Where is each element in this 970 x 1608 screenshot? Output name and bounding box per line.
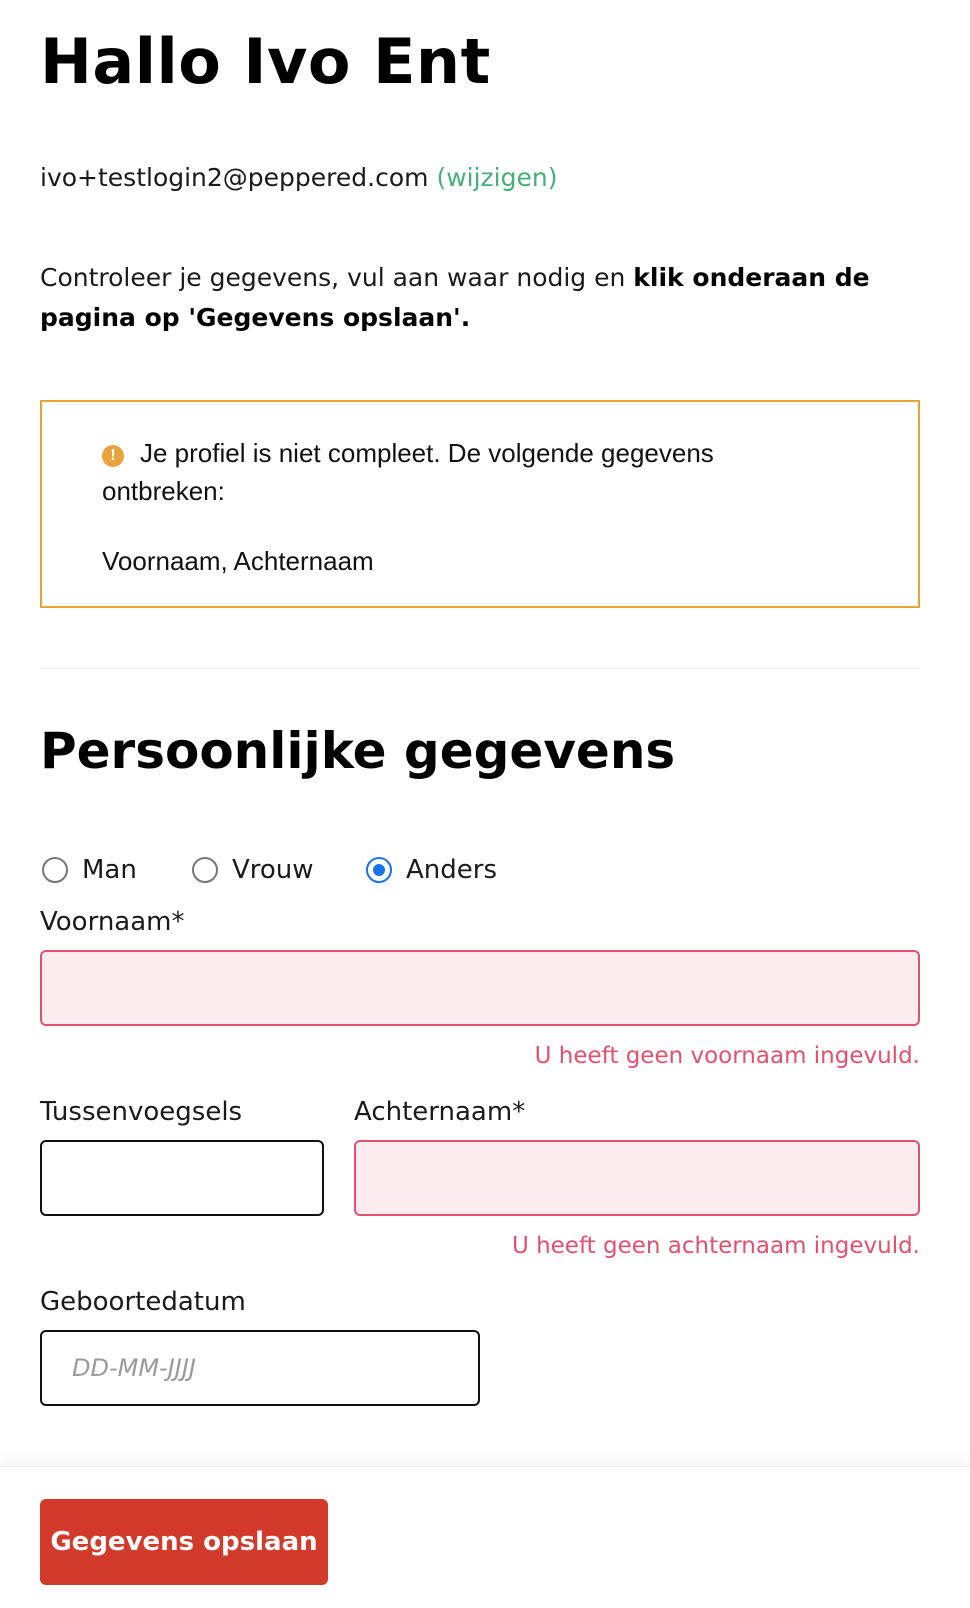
radio-man[interactable] — [42, 857, 68, 883]
save-button[interactable]: Gegevens opslaan — [40, 1499, 328, 1585]
gender-option-vrouw[interactable] — [192, 852, 314, 888]
intro-text-normal: Controleer je gegevens, vul aan waar nodig en — [40, 263, 634, 292]
intro-text — [40, 258, 920, 338]
warning-icon: ! — [102, 445, 124, 467]
first-name-error: U heeft geen voornaam ingevuld. — [534, 1043, 920, 1069]
notice-message-row — [102, 434, 802, 510]
infix-input[interactable] — [40, 1140, 324, 1216]
account-email: ivo+testlogin2@peppered.com — [40, 163, 429, 192]
first-name-label: Voornaam* — [40, 907, 185, 937]
page-title: Hallo Ivo Ent — [40, 25, 491, 98]
radio-vrouw[interactable] — [192, 857, 218, 883]
radio-label-vrouw: Vrouw — [232, 855, 314, 885]
section-title-personal: Persoonlijke gegevens — [40, 722, 676, 780]
last-name-input[interactable] — [354, 1140, 920, 1216]
gender-option-man[interactable] — [42, 852, 137, 888]
last-name-label: Achternaam* — [354, 1097, 526, 1127]
infix-label: Tussenvoegsels — [40, 1097, 243, 1127]
change-email-link[interactable]: (wijzigen) — [436, 163, 558, 192]
birthdate-input[interactable] — [40, 1330, 480, 1406]
notice-message: Je profiel is niet compleet. De volgende gegevens ontbreken: — [102, 438, 714, 506]
birthdate-label: Geboortedatum — [40, 1287, 246, 1317]
sticky-footer — [0, 1466, 970, 1608]
notice-missing-fields: Voornaam, Achternaam — [102, 546, 374, 576]
section-divider — [40, 668, 920, 669]
incomplete-profile-notice — [40, 400, 920, 608]
account-email-line — [40, 160, 557, 196]
gender-option-anders[interactable] — [366, 852, 497, 888]
radio-anders[interactable] — [366, 857, 392, 883]
radio-label-man: Man — [82, 855, 137, 885]
first-name-input[interactable] — [40, 950, 920, 1026]
radio-label-anders: Anders — [406, 855, 497, 885]
intro-text-bold: klik onderaan de pagina op 'Gegevens opslaan'. — [40, 263, 870, 332]
last-name-error: U heeft geen achternaam ingevuld. — [511, 1233, 920, 1259]
